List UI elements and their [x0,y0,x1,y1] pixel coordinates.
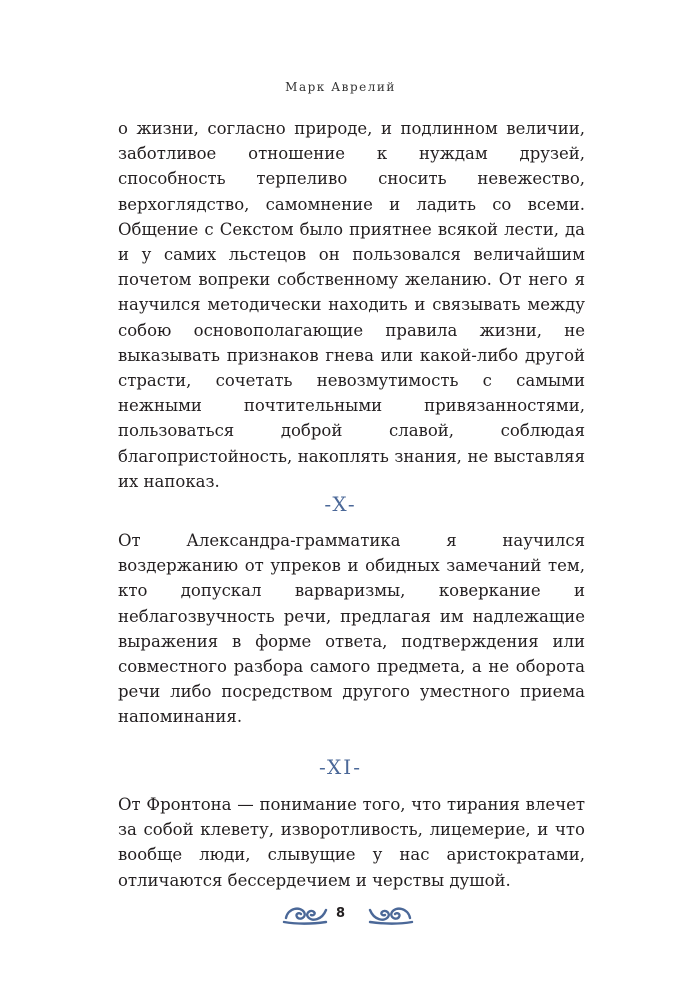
scroll-ornament-icon [368,902,414,926]
paragraph-ix-continued: о жизни, согласно природе, и подлинном величии, заботливое отношение к нуждам друзей, способность терпеливо сносить невежество, верхоглядство, самомнение и ладить со всеми. Общение с Секстом было приятнее всякой лести, да и у самих льстецов он пользовался величайшим почетом вопреки собственному желанию. От него я научился методически находить и связывать между собою основополагающие правила жизни, не выказывать признаков гнева или какой-либо другой страсти, сочетать невозмутимость с самыми нежными почтительными привязанностями, пользоваться доброй славой, соблюдая благопристойность, накоплять знания, не выставляя их напоказ. [118,119,585,491]
page-number: 8 [335,906,346,921]
paragraph-x: От Александра-грамматика я научился воздержанию от упреков и обидных замечаний тем, кто допускал варваризмы, коверкание и неблагозвучность речи, предлагая им надлежащие выражения в форме ответа, подтверждения или совместного разбора самого предмета, а не оборота речи либо посредством другого уместного приема напоминания. [118,531,585,727]
chapter-heading-xi: -XI- [319,755,362,779]
page-footer [0,902,681,928]
chapter-heading-x: -X- [324,492,357,516]
running-head: Марк Аврелий [285,80,396,94]
paragraph-xi: От Фронтона — понимание того, что тирания влечет за собой клевету, изворотливость, лицемерие, и что вообще люди, слывущие у нас аристократами, отличаются бессердечием и черствы душой. [118,795,585,890]
